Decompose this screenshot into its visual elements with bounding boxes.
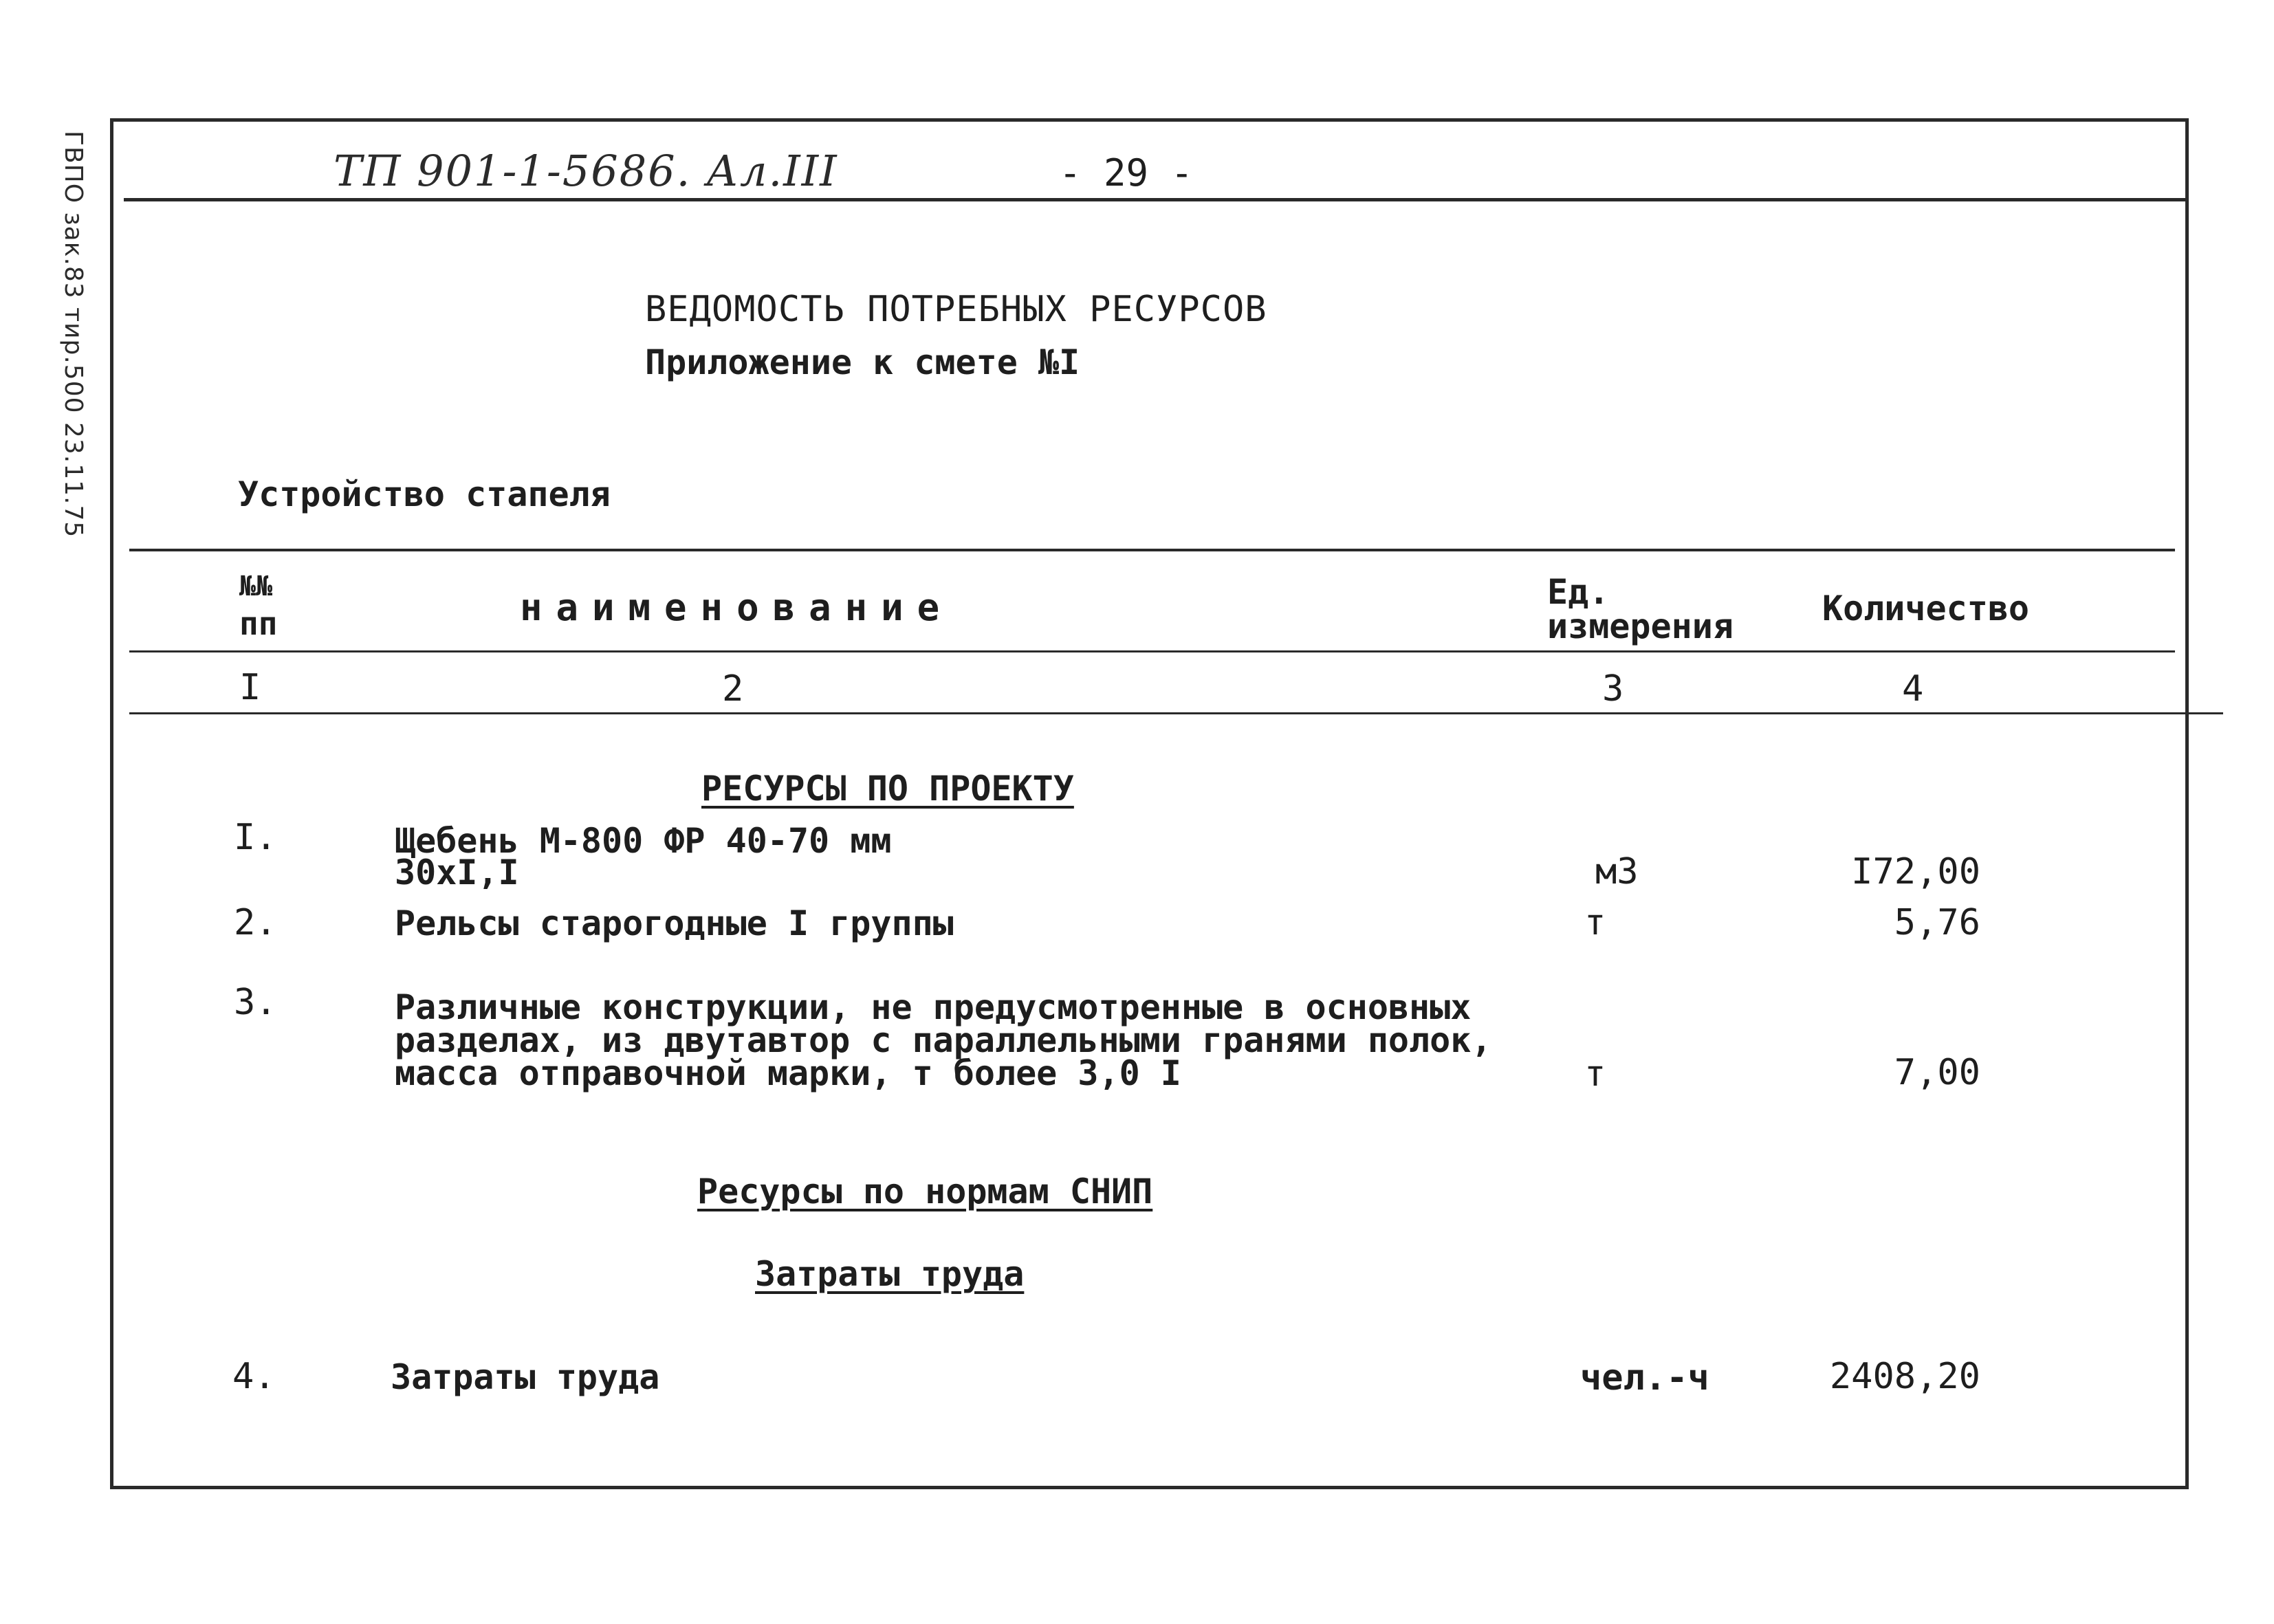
row-3-unit: т — [1584, 1053, 1606, 1095]
row-3-name-line3: масса отправочной марки, т более 3,0 I — [395, 1053, 1181, 1093]
section-snip-heading: Ресурсы по нормам СНИП — [697, 1172, 1153, 1211]
row-4-num: 4. — [232, 1356, 276, 1397]
margin-stamp — [52, 131, 100, 538]
col-unit-header-line1: Ед. — [1547, 572, 1610, 612]
col-number-4: 4 — [1902, 668, 1924, 710]
col-num-header-line1: №№ — [239, 571, 273, 602]
row-3-name-line1: Различные конструкции, не предусмотренные в основных — [395, 987, 1472, 1027]
doc-code: ТП 901-1-5686. Ал.III — [334, 146, 838, 196]
table-header-rule — [129, 650, 2175, 652]
row-4-qty: 2408,20 — [1829, 1356, 1980, 1397]
page-number: - 29 - — [1059, 151, 1194, 195]
row-1-unit: м3 — [1595, 851, 1639, 892]
row-2-unit: т — [1584, 902, 1606, 943]
row-1-qty: I72,00 — [1851, 851, 1980, 892]
document-subtitle: Приложение к смете №I — [645, 342, 1080, 382]
row-2-num: 2. — [234, 902, 277, 943]
header-rule — [124, 198, 2187, 201]
row-3-num: 3. — [234, 982, 277, 1023]
subsection-labor-heading: Затраты труда — [755, 1254, 1025, 1294]
col-qty-header: Количество — [1822, 589, 2030, 628]
row-4-unit: чел.-ч — [1580, 1357, 1709, 1398]
col-number-1: I — [239, 667, 261, 708]
row-2-name: Рельсы старогодные I группы — [395, 903, 954, 943]
col-unit-header-line2: измерения — [1547, 606, 1734, 646]
table-top-rule — [129, 549, 2175, 551]
table-colnum-rule — [129, 712, 2223, 714]
row-1-num: I. — [234, 817, 277, 858]
col-number-2: 2 — [722, 668, 744, 710]
row-3-name-line2: разделах, из двутавтор с параллельными гранями полок, — [395, 1020, 1492, 1060]
object-name: Устройство стапеля — [238, 474, 611, 514]
row-1-name-line2: 30xI,I — [395, 853, 519, 892]
col-number-3: 3 — [1602, 668, 1624, 710]
col-name-header: наименование — [520, 586, 954, 629]
row-4-name: Затраты труда — [391, 1357, 660, 1397]
col-num-header-line2: пп — [239, 605, 278, 642]
document-title: ВЕДОМОСТЬ ПОТРЕБНЫХ РЕСУРСОВ — [645, 289, 1267, 330]
margin-stamp-text: ГВПО зак.83 тир.500 23.11.75 — [59, 131, 87, 538]
row-2-qty: 5,76 — [1894, 902, 1980, 943]
row-3-qty: 7,00 — [1894, 1052, 1980, 1093]
section-project-heading: РЕСУРСЫ ПО ПРОЕКТУ — [701, 769, 1074, 809]
row-1-name-line1: Щебень М-800 ФР 40-70 мм — [395, 821, 892, 861]
